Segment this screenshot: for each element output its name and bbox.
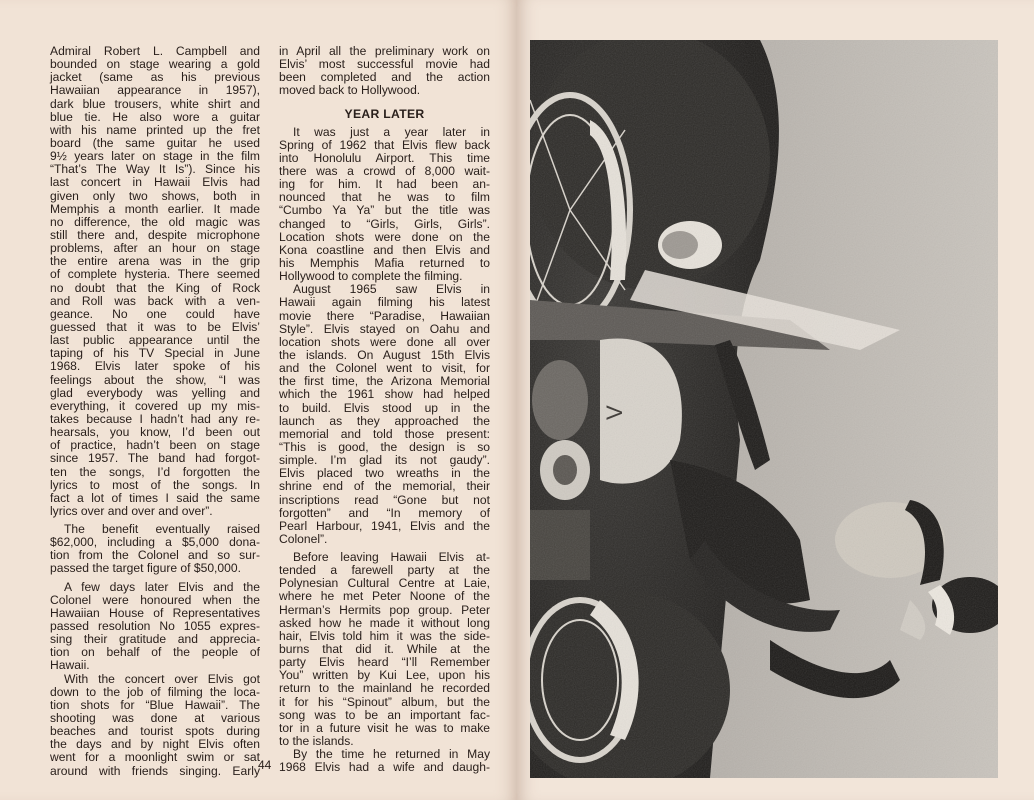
text-line: with his name printed up the fret [50,122,260,137]
text-line: no difference, the old magic was [50,214,260,229]
text-line: and the Colonel went to visit, for [279,361,490,376]
text-line: bounded on stage wearing a gold [50,57,260,72]
text-line: in April all the preliminary work on [279,44,490,58]
text-line: takes because I hadn’t had any re- [50,411,260,426]
text-line: location shots were done all over [279,334,490,349]
text-line: last concert in Hawaii Elvis had [50,175,260,190]
text-line: Location shots were done on the [279,229,490,244]
text-line: Style”. Elvis stayed on Oahu and [279,321,490,336]
text-line: board (the same guitar he used [50,135,260,150]
text-line: lyrics to most of the songs. In [50,477,260,492]
text-line: since 1957. The band had forgot- [50,451,260,466]
text-line: burns that did it. While at the [279,642,490,657]
text-line: tion from the Colonel and so sur- [50,548,260,563]
text-line: Colonel were honoured when the [50,592,260,607]
text-line: Hawaii. [50,658,90,673]
text-line: forgotten” and “In memory of [279,505,490,520]
text-line: Herman’s Hermits pop group. Peter [279,602,490,617]
text-line: to build. Elvis stood up in the [279,400,490,415]
text-line: given only two shows, both in [50,188,260,203]
text-line: ing for him. It had been an- [279,177,490,192]
text-line: lyrics over and over and over”. [50,503,213,518]
text-line: passed resolution No 1055 expres- [50,619,260,634]
text-line: By the time he returned in May [293,747,490,762]
text-line: Colonel”. [279,531,328,546]
text-line: return to the mainland he recorded [279,681,490,696]
text-line: 9½ years later on stage in the film [50,149,260,164]
text-line: “Cumbo Ya Ya” but the title was [279,203,490,218]
text-line: hearsals, you know, I’d been out [50,425,260,440]
text-line: The benefit eventually raised [64,522,260,537]
text-line: no doubt that the King of Rock [50,280,260,295]
text-line: inscriptions read “Gone but not [279,492,490,507]
text-line: Hawaiian appearance in 1957), [50,83,260,98]
text-line: went for a moonlight swim or sat [50,750,260,765]
text-line: shrine end of the memorial, their [279,479,490,494]
text-line: last public appearance until the [50,333,260,348]
text-line: Admiral Robert L. Campbell and [50,44,260,58]
section-heading: YEAR LATER [344,106,425,121]
text-line: which the 1961 show had helped [279,387,490,402]
text-line: shooting was done at various [50,711,260,726]
photo-illustration [530,40,998,778]
text-line: jacket (same as his previous [50,70,260,85]
text-line: Elvis’ most successful movie had [279,57,490,72]
text-line: It was just a year later in [293,124,490,139]
text-line: Kona coastline and then Elvis and [279,242,490,257]
text-line: to the islands. [279,734,354,749]
text-line: hair, Elvis told him it was the side- [279,628,490,643]
text-line: there was a crowd of 8,000 wait- [279,163,490,178]
text-line: blue tie. He also wore a guitar [50,109,260,124]
text-line: been completed and the action [279,70,490,85]
text-line: around with friends singing. Early [50,763,260,778]
text-line: ten the songs, I’d forgotten the [50,464,260,479]
text-line: tor in a future visit he was to make [279,720,490,735]
text-line: taping of his TV Special in June [50,346,260,361]
text-line: asked how he made it without long [279,615,490,630]
text-line: glad everybody was yelling and [50,385,260,400]
text-line: Elvis placed two wreaths in the [279,466,490,481]
text-line: feelings about the show, “I was [50,372,260,387]
text-line: sing their gratitude and apprecia- [50,632,260,647]
text-line: A few days later Elvis and the [64,579,260,594]
text-line: party Elvis heard “I’ll Remember [279,655,490,670]
text-line: 1968. Elvis later spoke of his [50,359,260,374]
text-line: 1968 Elvis had a wife and daugh- [279,760,490,775]
text-line: “That’s The Way It Is”). Since his [50,162,260,177]
text-line: fact a lot of times I said the same [50,490,260,505]
text-line: $62,000, including a $5,000 dona- [50,535,260,550]
text-line: problems, after an hour on stage [50,241,260,256]
text-line: Before leaving Hawaii Elvis at- [293,550,490,565]
text-line: dark blue trousers, white shirt and [50,96,260,111]
text-line: the islands. On August 15th Elvis [279,347,490,362]
text-line: still there and, despite microphone [50,227,260,242]
text-line: movie there “Paradise, Hawaiian [279,308,490,323]
text-line: beaches and tourist spots during [50,724,260,739]
text-line: the entire arena was in the grip [50,254,260,269]
text-line: Spring of 1962 that Elvis flew back [279,137,490,152]
text-line: Hawaii again filming his latest [279,295,490,310]
text-line: With the concert over Elvis got [64,671,260,686]
text-line: Hawaiian House of Representatives [50,605,260,620]
text-line: the first time, the Arizona Memorial [279,374,490,389]
text-line: launch as they approached the [279,413,490,428]
text-line: tion shots for “Blue Hawaii”. The [50,697,260,712]
text-line: down to the job of filming the loca- [50,684,260,699]
text-line: moved back to Hollywood. [279,83,421,98]
text-line: August 1965 saw Elvis in [293,282,490,297]
text-line: geance. No one could have [50,306,260,321]
page-number: 44 [258,758,272,772]
text-line: tended a farewell party at the [279,563,490,578]
text-line: guessed that it was to be Elvis’ [50,319,260,334]
text-line: and Roll was back with a ven- [50,293,260,308]
text-line: of practice, hadn’t been on stage [50,438,260,453]
text-line: You” written by Kui Lee, upon his [279,668,490,683]
text-line: passed the target figure of $50,000. [50,561,241,576]
text-line: changed to “Girls, Girls, Girls”. [279,216,490,231]
text-line: Pearl Harbour, 1941, Elvis and the [279,518,490,533]
text-line: where he met Peter Noone of the [279,589,490,604]
text-line: “This is good, the design is so [279,439,490,454]
text-line: Hollywood to complete the filming. [279,269,463,284]
text-line: everything, it covered up my mis- [50,398,260,413]
text-line: of complete hysteria. There seemed [50,267,260,282]
right-text-column [279,45,490,774]
text-line: it for his “Spinout” album, but the [279,694,490,709]
text-line: song was to be an important fac- [279,707,490,722]
text-line: simple. I’m glad its not gaudy”. [279,453,490,468]
text-line: Memphis a month earlier. It made [50,201,260,216]
elvis-motorcycle-photo [530,40,998,778]
text-line: Polynesian Cultural Centre at Laie, [279,576,490,591]
text-line: tion on behalf of the people of [50,645,260,660]
text-line: nounced that he was to film [279,190,490,205]
text-line: his Memphis Mafia returned to [279,255,490,270]
left-text-column [50,45,260,778]
text-line: memorial and told those present: [279,426,490,441]
text-line: into Honolulu Airport. This time [279,150,490,165]
text-line: the days and by night Elvis often [50,737,260,752]
